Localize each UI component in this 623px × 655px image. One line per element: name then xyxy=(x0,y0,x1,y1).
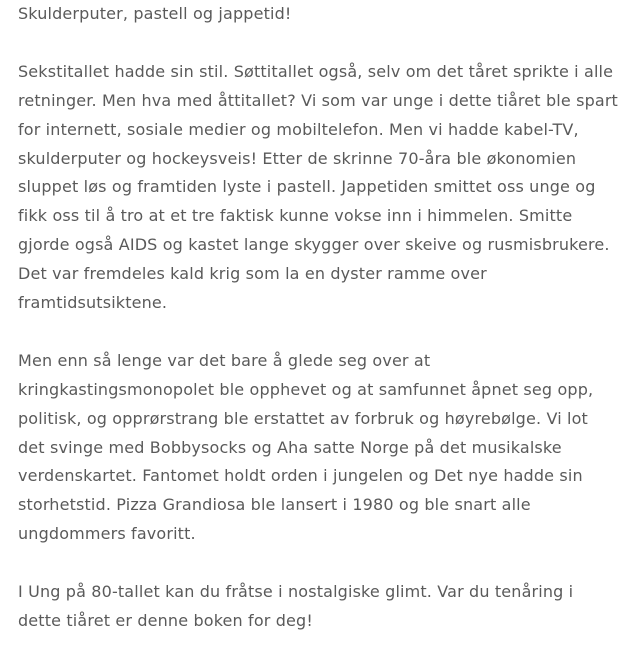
description-paragraph-3: I Ung på 80-tallet kan du fråtse i nostalgiske glimt. Var du tenåring i dette tiåret er denne boken for deg! xyxy=(18,582,574,630)
description-paragraph-2: Men enn så lenge var det bare å glede seg over at kringkastingsmonopolet ble opphevet og at samfunnet åpnet seg opp, politisk, og opprørstrang ble erstattet av forbruk og høyrebølge. Vi lot det svinge med Bobbysocks og Aha satte Norge på det musikalske verdenskartet. Fantomet holdt orden i jungelen og Det nye hadde sin storhetstid. Pizza Grandiosa ble lansert i 1980 og ble snart alle ungdommers favoritt. xyxy=(18,350,594,544)
description-heading: Skulderputer, pastell og jappetid! xyxy=(18,4,292,23)
book-description xyxy=(18,0,618,636)
description-paragraph-1: Sekstitallet hadde sin stil. Søttitallet også, selv om det tåret sprikte i alle retninger. Men hva med åttitallet? Vi som var unge i dette tiåret ble spart for internett, sosiale medier og mobiltelefon. Men vi hadde kabel-TV, skulderputer og hockeysveis! Etter de skrinne 70-åra ble økonomien sluppet løs og framtiden lyste i pastell. Jappetiden smittet oss unge og fikk oss til å tro at et tre faktisk kunne vokse inn i himmelen. Smitte gjorde også AIDS og kastet lange skygger over skeive og rusmisbrukere. Det var fremdeles kald krig som la en dyster ramme over framtidsutsiktene. xyxy=(18,61,618,313)
